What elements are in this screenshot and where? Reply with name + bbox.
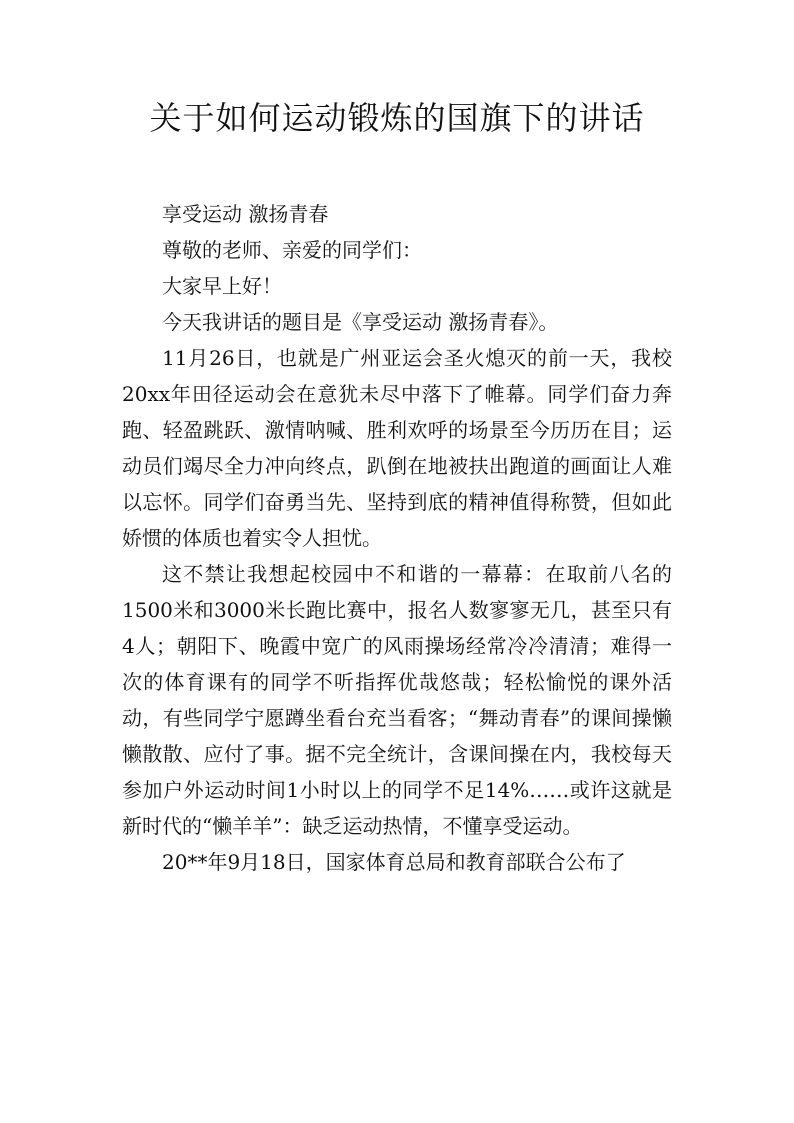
- topic-paragraph: 今天我讲话的题目是《享受运动 激扬青春》。: [162, 310, 559, 334]
- document-title: 关于如何运动锻炼的国旗下的讲话: [149, 99, 645, 137]
- body-paragraph: 11月26日，也就是广州亚运会圣火熄灭的前一天，我校20xx年田径运动会在意犹未尽中落下了帷幕。同学们奋力奔跑、轻盈跳跃、激情呐喊、胜利欢呼的场景至今历历在目；运动员们竭尽全力冲向终点，趴倒在地被扶出跑道的画面让人难以忘怀。同学们奋勇当先、坚持到底的精神值得称赞，但如此娇惯的体质也着实令人担忧。: [122, 346, 672, 550]
- body-paragraph: 这不禁让我想起校园中不和谐的一幕幕：在取前八名的1500米和3000米长跑比赛中，报名人数寥寥无几，甚至只有4人；朝阳下、晚霞中宽广的风雨操场经常冷冷清清；难得一次的体育课有的同学不听指挥优哉悠哉；轻松愉悦的课外活动，有些同学宁愿蹲坐看台充当看客；“舞动青春”的课间操懒懒散散、应付了事。据不完全统计，含课间操在内，我校每天参加户外运动时间1小时以上的同学不足14%……或许这就是新时代的“懒羊羊”：缺乏运动热情，不懂享受运动。: [122, 562, 672, 838]
- document-body: [122, 196, 672, 880]
- greeting: 大家早上好！: [162, 274, 282, 298]
- salutation: 尊敬的老师、亲爱的同学们：: [162, 238, 422, 262]
- speech-subtitle: 享受运动 激扬青春: [162, 202, 329, 226]
- body-paragraph: 20**年9月18日，国家体育总局和教育部联合公布了: [162, 850, 626, 874]
